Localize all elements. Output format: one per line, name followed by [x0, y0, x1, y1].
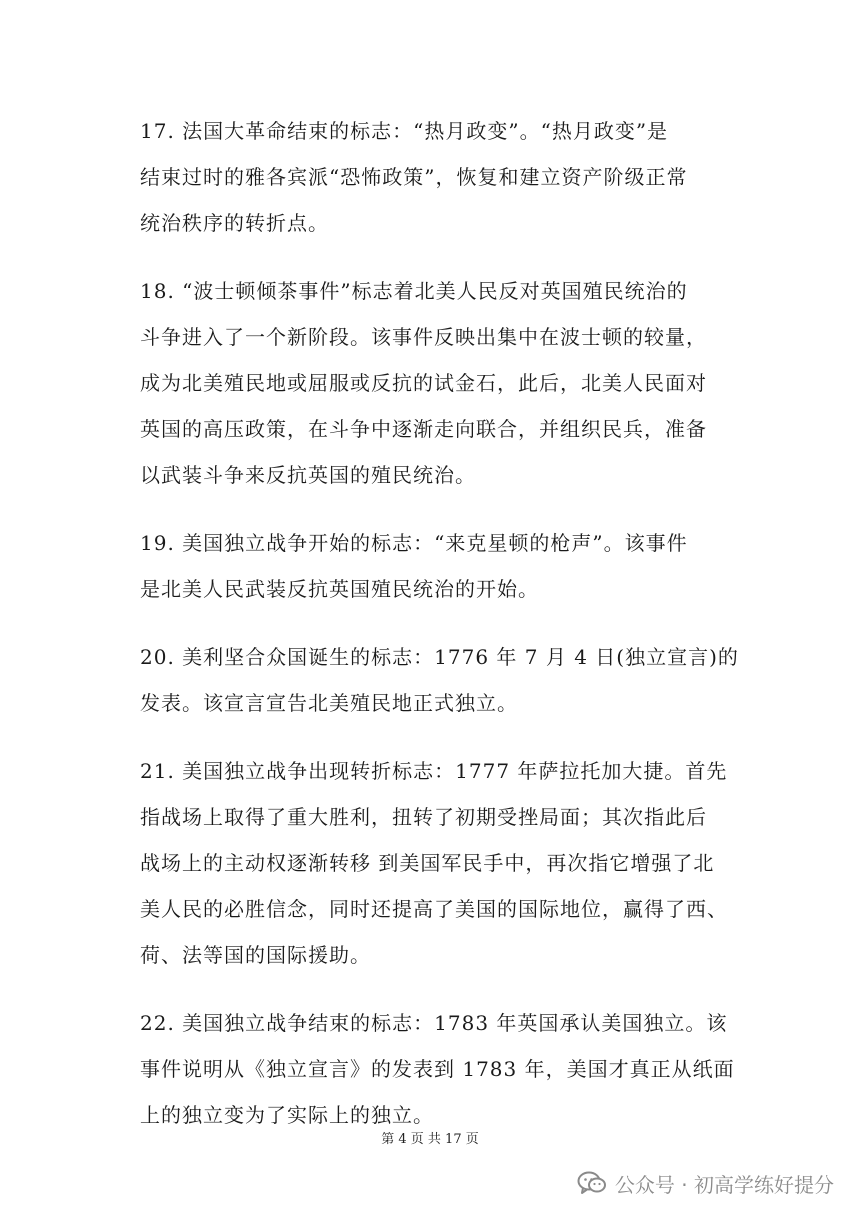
text-line: 统治秩序的转折点。	[140, 211, 329, 235]
text-line: 英国的高压政策，在斗争中逐渐走向联合，并组织民兵，准备	[140, 417, 707, 441]
text-line: 上的独立变为了实际上的独立。	[140, 1103, 434, 1127]
text-line: 荷、法等国的国际援助。	[140, 943, 371, 967]
paragraph-22	[140, 1000, 735, 1138]
document-body	[140, 108, 739, 1160]
text-line: 发表。该宣言宣告北美殖民地正式独立。	[140, 691, 518, 715]
text-line: 战场上的主动权逐渐转移 到美国军民手中，再次指它增强了北	[140, 851, 715, 875]
text-line: 17. 法国大革命结束的标志：“热月政变”。“热月政变”是	[140, 119, 669, 143]
text-line: 成为北美殖民地或屈服或反抗的试金石，此后，北美人民面对	[140, 371, 707, 395]
text-line: 指战场上取得了重大胜利，扭转了初期受挫局面；其次指此后	[140, 805, 707, 829]
paragraph-17	[140, 108, 725, 246]
text-line: 结束过时的雅各宾派“恐怖政策”，恢复和建立资产阶级正常	[140, 165, 688, 189]
text-line: 22. 美国独立战争结束的标志：1783 年英国承认美国独立。该	[140, 1011, 728, 1035]
text-line: 以武装斗争来反抗英国的殖民统治。	[140, 463, 476, 487]
text-line: 美人民的必胜信念，同时还提高了美国的国际地位，赢得了西、	[140, 897, 728, 921]
paragraph-20	[140, 634, 739, 726]
text-line: 19. 美国独立战争开始的标志：“来克星顿的枪声”。该事件	[140, 531, 688, 555]
page-number-footer: 第 4 页 共 17 页	[381, 1132, 479, 1147]
text-line: 18. “波士顿倾茶事件”标志着北美人民反对英国殖民统治的	[140, 279, 688, 303]
wechat-icon	[577, 1170, 607, 1196]
text-line: 21. 美国独立战争出现转折标志：1777 年萨拉托加大捷。首先	[140, 759, 728, 783]
text-line: 20. 美利坚合众国诞生的标志：1776 年 7 月 4 日(独立宣言)的	[140, 645, 739, 669]
text-line: 斗争进入了一个新阶段。该事件反映出集中在波士顿的较量，	[140, 325, 707, 349]
paragraph-18	[140, 268, 725, 498]
watermark-text: 公众号 · 初高学练好提分	[614, 1172, 834, 1197]
paragraph-21	[140, 748, 728, 978]
text-line: 是北美人民武装反抗英国殖民统治的开始。	[140, 577, 539, 601]
account-watermark	[577, 1166, 834, 1200]
paragraph-19	[140, 520, 725, 612]
text-line: 事件说明从《独立宣言》的发表到 1783 年，美国才真正从纸面	[140, 1057, 735, 1081]
